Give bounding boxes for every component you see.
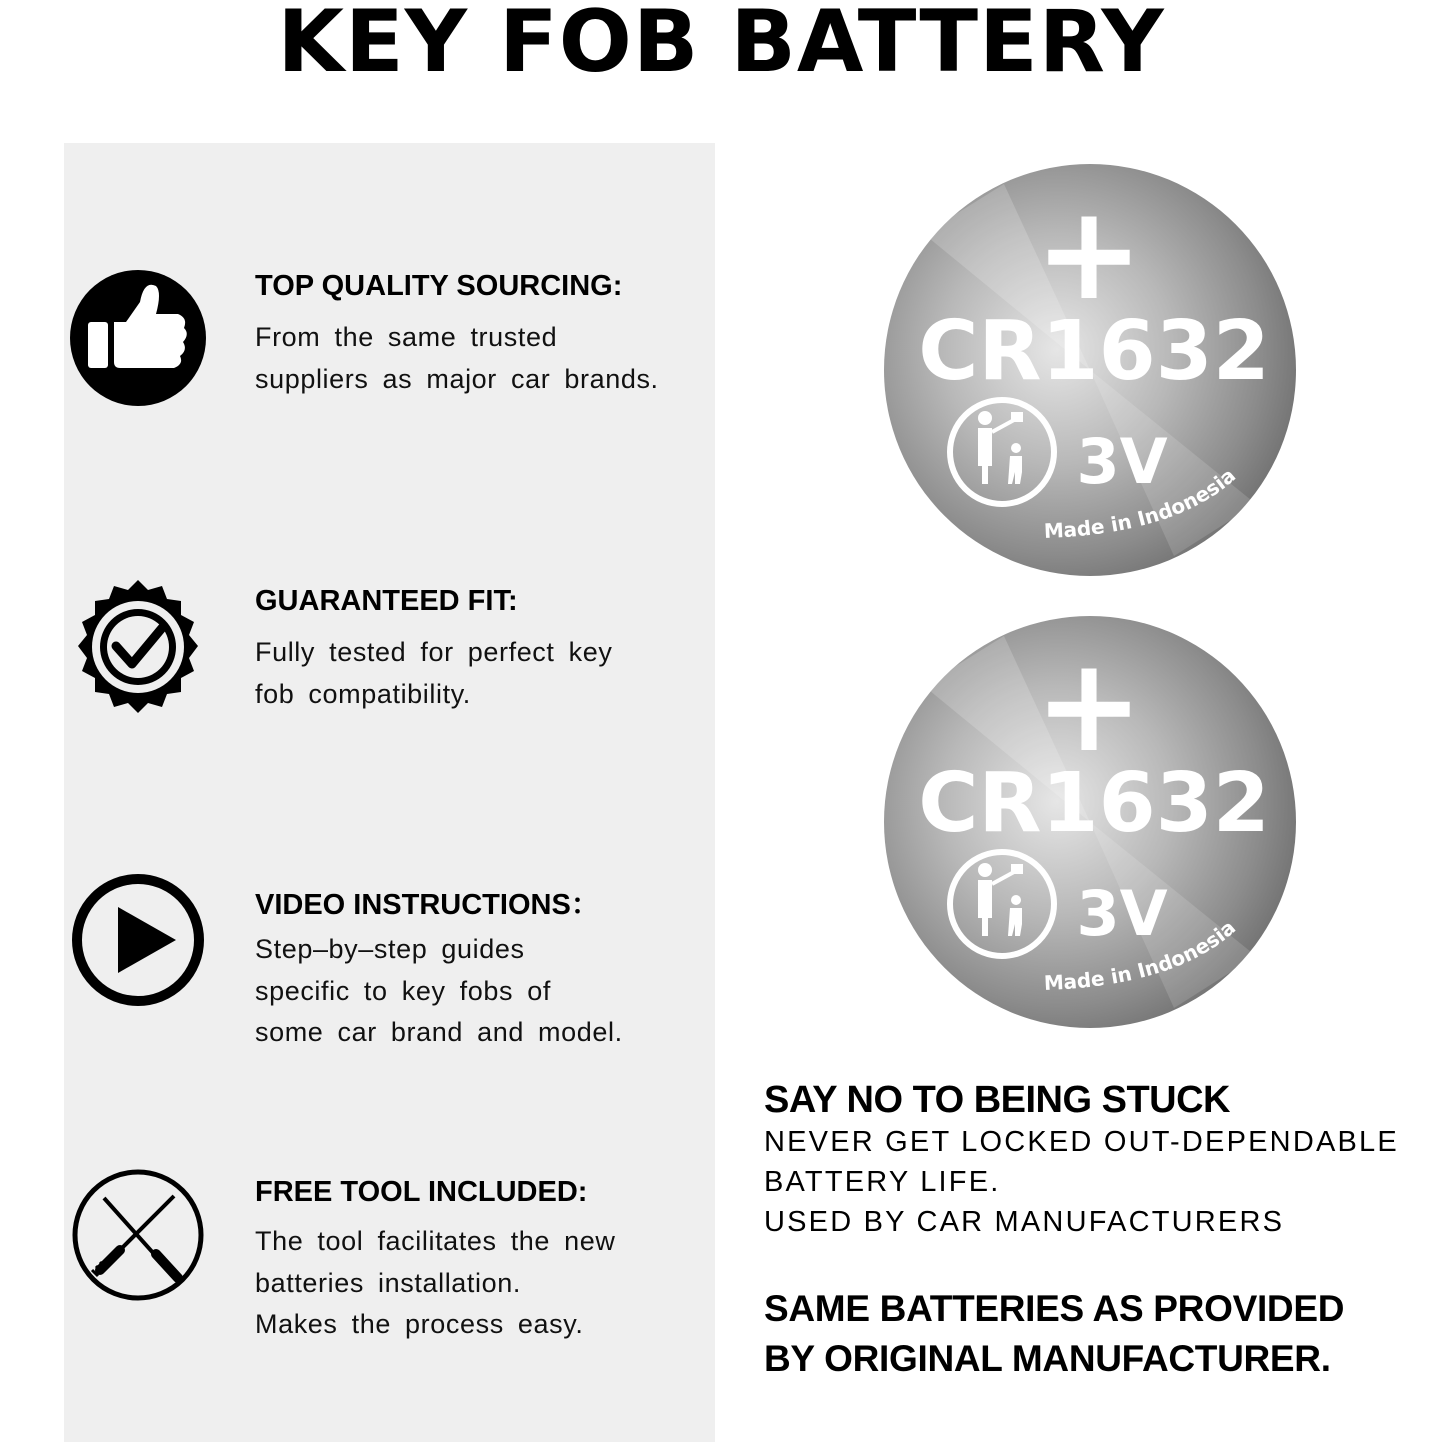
feature-heading: TOP QUALITY SOURCING: <box>255 270 623 302</box>
feature-line: From the same trusted <box>255 322 558 352</box>
battery-voltage: 3V <box>1076 877 1168 950</box>
feature-line: Makes the process easy. <box>255 1309 584 1339</box>
feature-line: fob compatibility. <box>255 678 471 709</box>
feature-line: suppliers as major car brands. <box>255 363 659 394</box>
thumbs-up-icon <box>68 268 208 408</box>
feature-description <box>255 317 659 400</box>
badge-check-icon <box>68 578 208 718</box>
promo-closing-line: SAME BATTERIES AS PROVIDED <box>764 1288 1345 1329</box>
battery-origin: Made in Indonesia <box>1043 915 1241 996</box>
promo-line: BATTERY LIFE. <box>764 1166 1001 1198</box>
battery-voltage: 3V <box>1076 425 1168 498</box>
promo-closing <box>764 1284 1344 1384</box>
page-title: KEY FOB BATTERY <box>277 0 1165 92</box>
coin-battery <box>884 164 1296 576</box>
feature-line: some car brand and model. <box>255 1017 623 1047</box>
promo-closing-line: BY ORIGINAL MANUFACTURER. <box>764 1338 1331 1379</box>
feature-line: Step–by–step guides <box>255 934 525 964</box>
promo-line: USED BY CAR MANUFACTURERS <box>764 1206 1285 1238</box>
features-panel <box>64 143 715 1442</box>
battery-origin: Made in Indonesia <box>1043 463 1241 544</box>
feature-description <box>255 632 612 715</box>
feature-heading: VIDEO INSTRUCTIONS： <box>255 889 600 921</box>
feature-heading: FREE TOOL INCLUDED: <box>255 1176 588 1208</box>
promo-block <box>764 1078 1399 1242</box>
feature-heading: GUARANTEED FIT: <box>255 585 518 617</box>
battery-plus: + <box>1034 177 1144 329</box>
promo-line: NEVER GET LOCKED OUT-DEPENDABLE <box>764 1126 1399 1158</box>
promo-heading: SAY NO TO BEING STUCK <box>764 1079 1231 1121</box>
feature-description <box>255 929 623 1054</box>
feature-line: batteries installation. <box>255 1267 521 1298</box>
battery-model: CR1632 <box>918 304 1270 399</box>
feature-line: The tool facilitates the new <box>255 1226 616 1256</box>
feature-line: specific to key fobs of <box>255 975 551 1006</box>
battery-model: CR1632 <box>918 756 1270 851</box>
tools-icon <box>68 1166 208 1306</box>
feature-description <box>255 1221 615 1346</box>
coin-battery <box>884 616 1296 1028</box>
feature-line: Fully tested for perfect key <box>255 637 613 667</box>
play-icon <box>68 871 208 1011</box>
battery-plus: + <box>1034 629 1144 781</box>
